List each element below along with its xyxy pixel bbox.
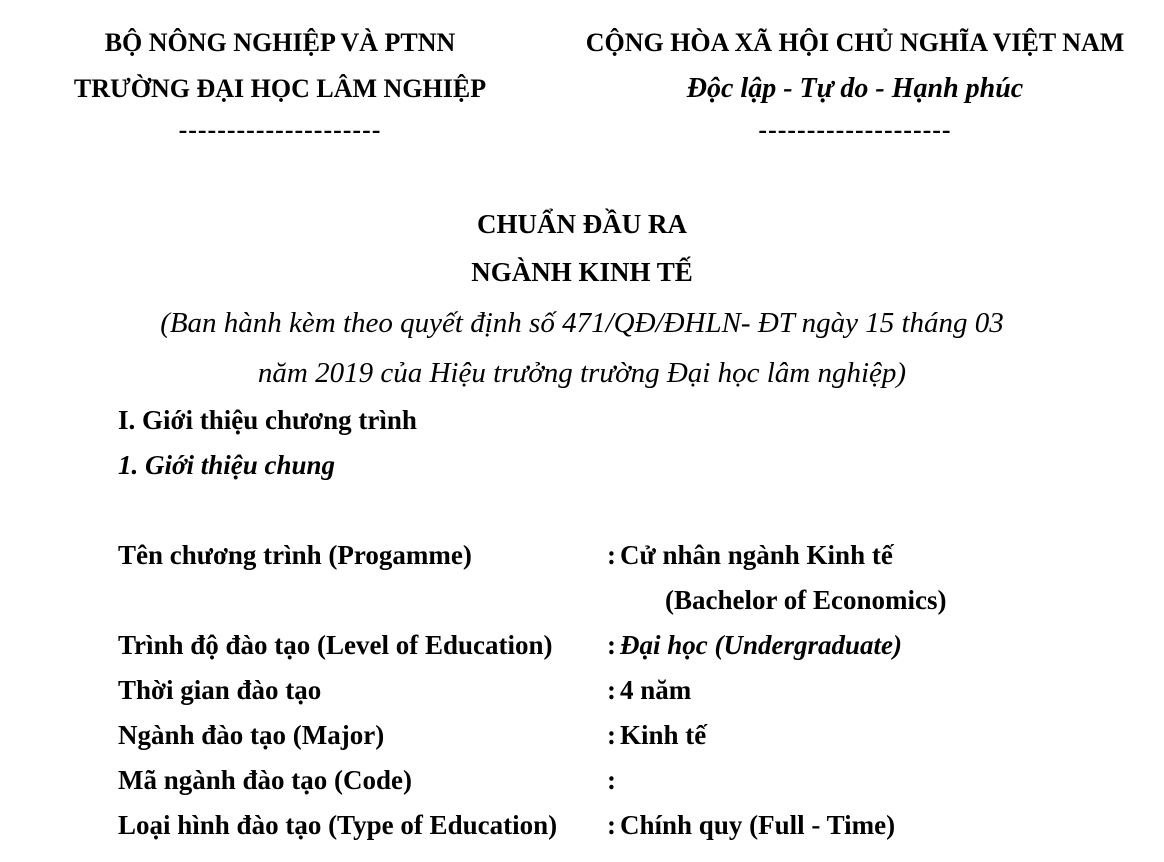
field-colon: :: [607, 630, 616, 660]
section-heading-i: I. Giới thiệu chương trình: [118, 405, 417, 435]
document-header: [0, 0, 1164, 148]
title-line-1: CHUẨN ĐẦU RA: [477, 209, 687, 239]
field-row-programme-name: [118, 533, 1164, 578]
field-label: Ngành đào tạo (Major): [118, 720, 385, 750]
field-colon: :: [607, 720, 616, 750]
field-value: Kinh tế: [620, 720, 707, 750]
field-row-education-level: [118, 623, 1164, 668]
field-row-code: [118, 758, 1164, 803]
document-title: [0, 200, 1164, 296]
field-value: Cử nhân ngành Kinh tế: [620, 540, 893, 570]
field-label: Loại hình đào tạo (Type of Education): [118, 810, 558, 840]
field-value: [620, 758, 1164, 803]
section-headings: [118, 398, 1164, 488]
field-label: Thời gian đào tạo: [118, 675, 322, 705]
programme-info: [118, 533, 1164, 848]
field-row-education-type: [118, 803, 1164, 848]
field-row-duration: [118, 668, 1164, 713]
country-name: CỘNG HÒA XÃ HỘI CHỦ NGHĨA VIỆT NAM: [585, 28, 1125, 57]
header-national-motto: [560, 20, 1150, 148]
field-colon: :: [607, 765, 616, 795]
field-colon: :: [607, 675, 616, 705]
field-label: Tên chương trình (Progamme): [118, 540, 472, 570]
field-label: Trình độ đào tạo (Level of Education): [118, 630, 553, 660]
field-label: Mã ngành đào tạo (Code): [118, 765, 413, 795]
left-divider: ---------------------: [178, 115, 382, 144]
section-heading-1: 1. Giới thiệu chung: [118, 450, 336, 480]
title-line-2: NGÀNH KINH TẾ: [471, 257, 693, 287]
field-row-major: [118, 713, 1164, 758]
field-colon: :: [607, 810, 616, 840]
field-row-programme-name-english: (Bachelor of Economics): [665, 585, 947, 615]
field-colon: :: [607, 540, 616, 570]
issuance-note-line-1: (Ban hành kèm theo quyết định số 471/QĐ/ĐHLN- ĐT ngày 15 tháng 03: [160, 307, 1004, 339]
issuance-note: [0, 298, 1164, 398]
header-issuing-org: [30, 20, 530, 148]
issuance-note-line-2: năm 2019 của Hiệu trưởng trường Đại học lâm nghiệp): [257, 357, 907, 389]
field-value: 4 năm: [620, 675, 692, 705]
ministry-name: BỘ NÔNG NGHIỆP VÀ PTNN: [104, 28, 456, 57]
field-value: Chính quy (Full - Time): [620, 810, 896, 840]
right-divider: --------------------: [758, 115, 952, 144]
university-name: TRƯỜNG ĐẠI HỌC LÂM NGHIỆP: [73, 74, 487, 103]
field-value: Đại học (Undergraduate): [620, 630, 902, 660]
national-motto: Độc lập - Tự do - Hạnh phúc: [686, 73, 1024, 104]
